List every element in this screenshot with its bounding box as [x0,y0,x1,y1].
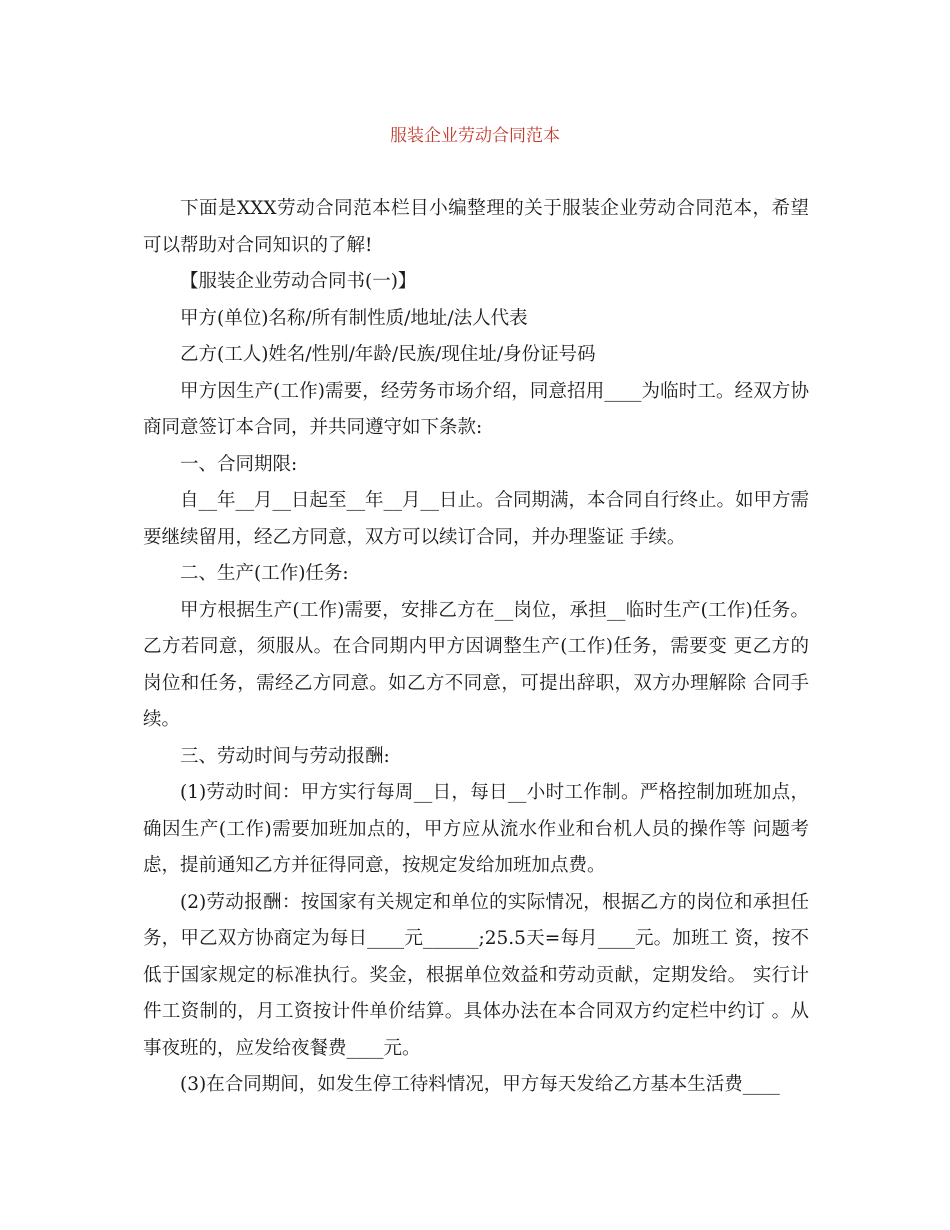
paragraph-preamble: 甲方因生产(工作)需要，经劳务市场介绍，同意招用____为临时工。经双方协商同意签订本合同，并共同遵守如下条款: [143,380,809,438]
paragraph-stoppage: (3)在合同期间，如发生停工待料情况，甲方每天发给乙方基本生活费____ [180,1074,780,1095]
paragraph-hours: (1)劳动时间：甲方实行每周__日，每日__小时工作制。严格控制加班加点，确因生产(工作)需要加班加点的，甲方应从流水作业和台机人员的操作等 问题考虑，提前通知乙方并征得同意，按规定发给加班加点费。 [143,782,809,876]
paragraph-party-a: 甲方(单位)名称/所有制性质/地址/法人代表 [180,307,528,329]
paragraph-contract-heading: 【服装企业劳动合同书(一)】 [180,271,417,292]
paragraph-term: 自__年__月__日起至__年__月__日止。合同期满，本合同自行终止。如甲方需要继续留用，经乙方同意，双方可以续订合同，并办理鉴证 手续。 [143,490,810,548]
paragraph-intro: 下面是XXX劳动合同范本栏目小编整理的关于服装企业劳动合同范本，希望可以帮助对合同知识的了解! [143,198,809,256]
paragraph-pay: (2)劳动报酬：按国家有关规定和单位的实际情况，根据乙方的岗位和承担任务，甲乙双方协商定为每日____元______;25.5天=每月____元。加班工 资，按不低于国家规定的标准执行。奖金，根据单位效益和劳动贡献，定期发给。 实行计件工资制的，月工资按计件单价结算。具体办法在本合同双方约定栏中约订 。从事夜班的，应发给夜餐费____元。 [143,891,809,1059]
document-title: 服装企业劳动合同范本 [390,126,560,146]
document-body [143,191,809,1104]
section-heading-term: 一、合同期限: [180,453,298,475]
paragraph-party-b: 乙方(工人)姓名/性别/年龄/民族/现住址/身份证号码 [180,344,596,365]
paragraph-tasks: 甲方根据生产(工作)需要，安排乙方在__岗位，承担__临时生产(工作)任务。乙方若同意，须服从。在合同期内甲方因调整生产(工作)任务，需要变 更乙方的岗位和任务，需经乙方同意。如乙方不同意，可提出辞职，双方办理解除 合同手续。 [143,599,809,730]
section-heading-tasks: 二、生产(工作)任务: [180,563,349,584]
section-heading-hours-pay: 三、劳动时间与劳动报酬: [180,745,390,767]
